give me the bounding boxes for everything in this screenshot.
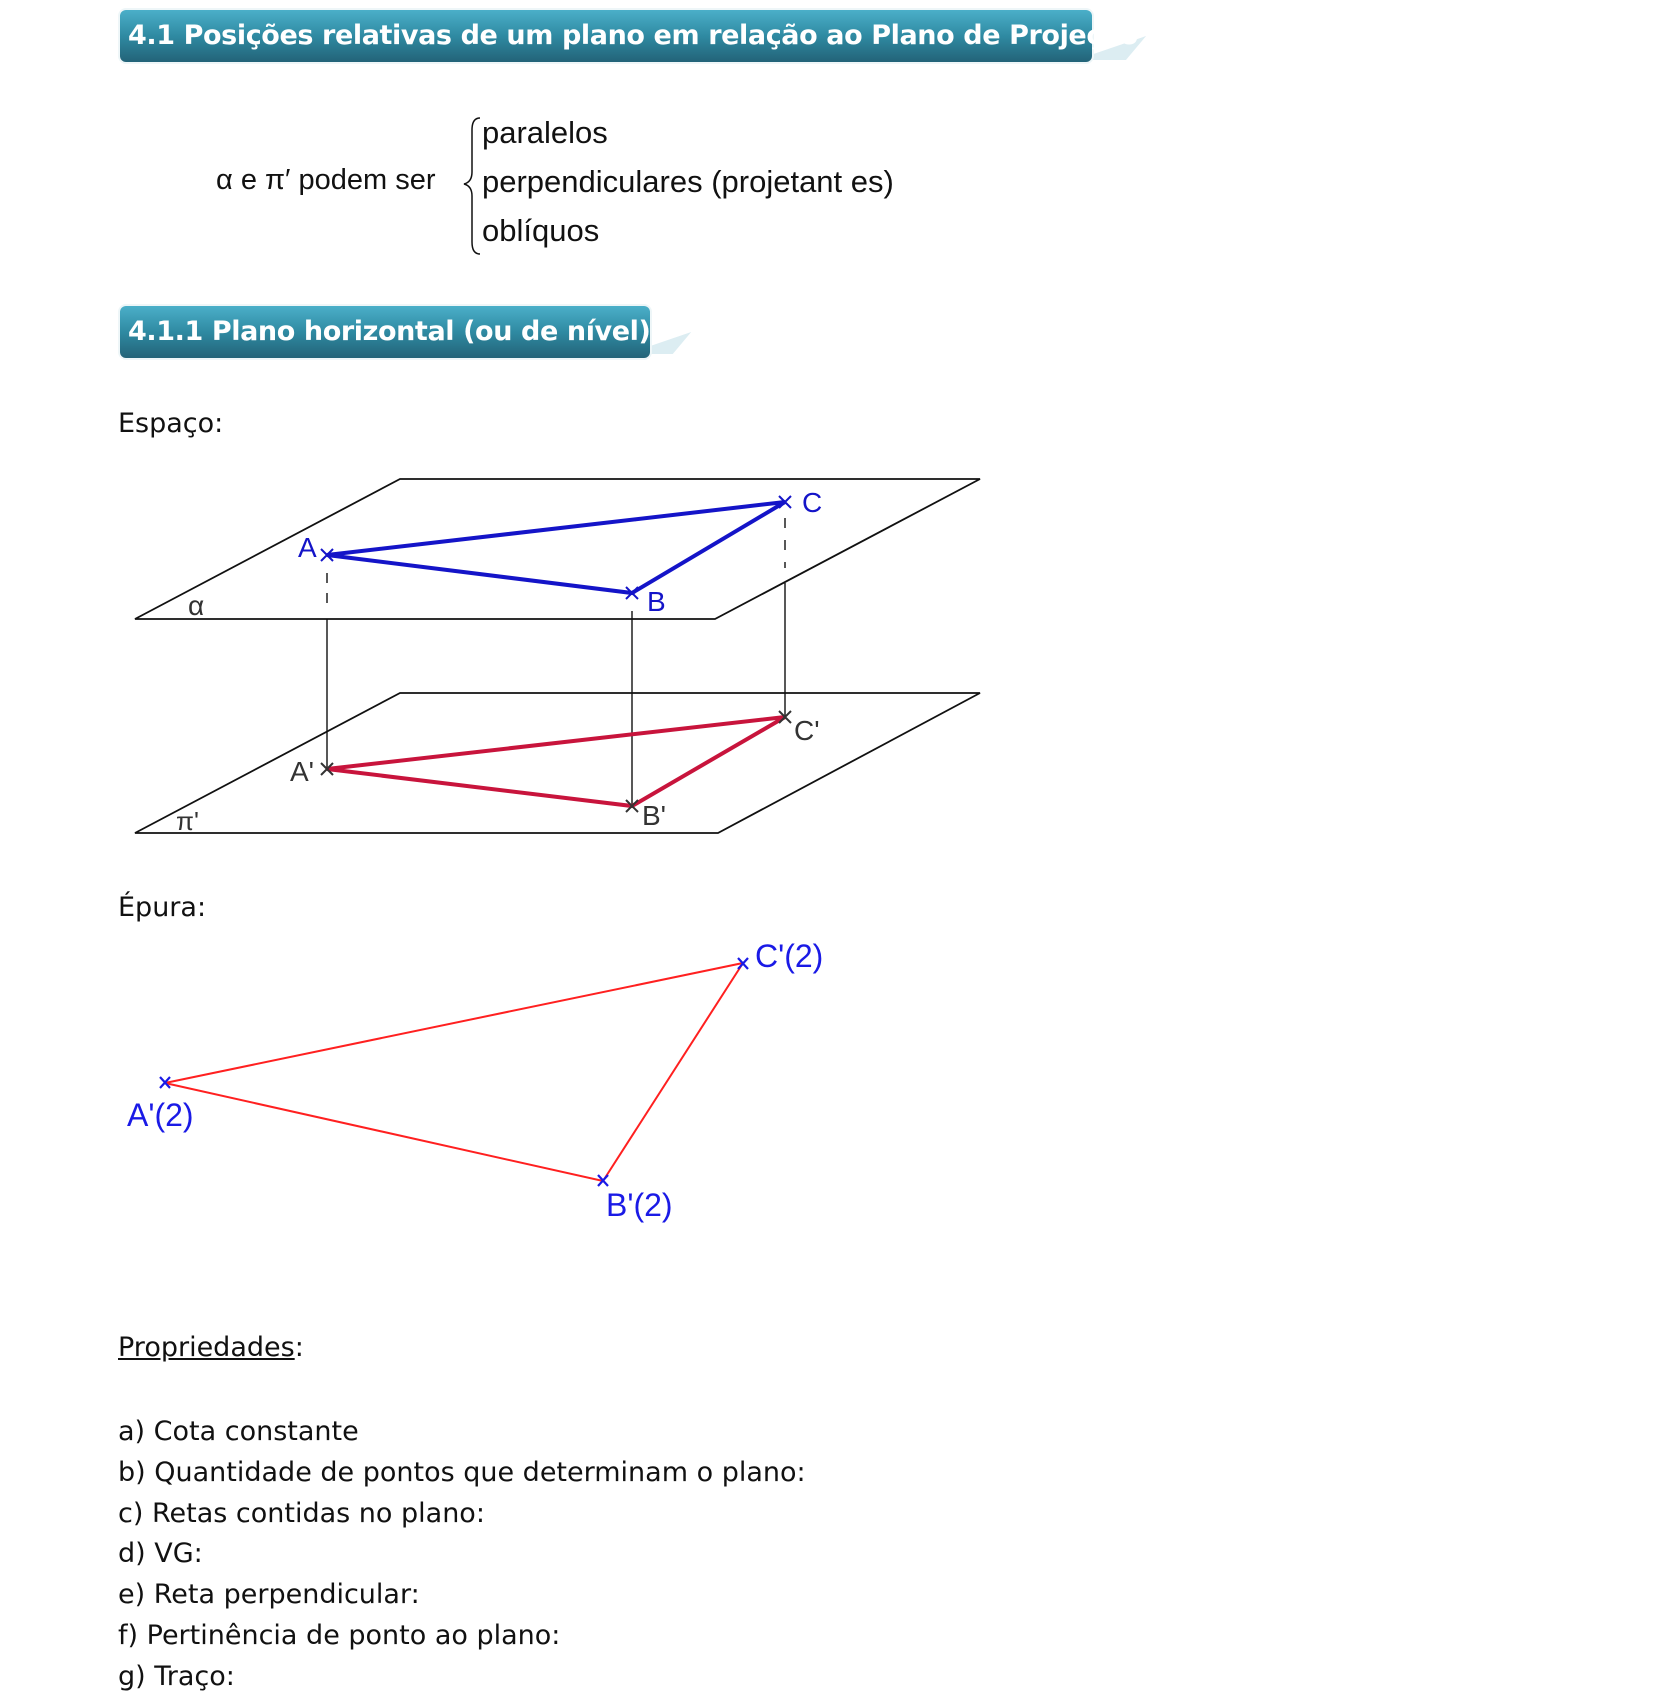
classification-option: oblíquos: [482, 213, 600, 248]
property-item: b) Quantidade de pontos que determinam o plano:: [118, 1456, 806, 1488]
point-label-b: B: [647, 586, 666, 617]
plane-label-pi-prime: π': [176, 806, 199, 836]
point-label-c-prime: C': [794, 715, 820, 746]
point-label-a-prime: A': [290, 756, 315, 787]
point-label-b-prime: B': [642, 800, 667, 831]
section-header-title: 4.1 Posições relativas de um plano em relação ao Plano de Projeção: [128, 20, 1138, 51]
property-item: a) Cota constante: [118, 1416, 359, 1447]
property-item: g) Traço:: [118, 1660, 235, 1692]
point-label-c: C: [802, 487, 823, 518]
classification-lead: α e π′ podem ser: [216, 164, 436, 196]
epura-label: Épura:: [118, 892, 207, 923]
classification-option: perpendiculares (projetant es): [482, 164, 894, 199]
property-item: d) VG:: [118, 1538, 203, 1570]
properties-title-colon: :: [294, 1332, 304, 1363]
plane-label-alpha: α: [188, 590, 205, 621]
properties-title: Propriedades: [118, 1332, 295, 1363]
epura-point-label-c: C'(2): [755, 938, 824, 974]
classification-option: paralelos: [482, 115, 608, 150]
property-item: c) Retas contidas no plano:: [118, 1497, 485, 1529]
point-label-a: A: [298, 532, 317, 563]
property-item: f) Pertinência de ponto ao plano:: [118, 1619, 561, 1651]
epura-point-label-b: B'(2): [606, 1187, 673, 1223]
properties-list: [118, 1412, 806, 1698]
properties-heading: [118, 1332, 304, 1363]
epura-point-label-a: A'(2): [127, 1097, 194, 1133]
subsection-header-title: 4.1.1 Plano horizontal (ou de nível): [128, 316, 651, 347]
espaco-label: Espaço:: [118, 408, 224, 439]
property-item: e) Reta perpendicular:: [118, 1579, 420, 1611]
epura-triangle: [165, 963, 743, 1181]
